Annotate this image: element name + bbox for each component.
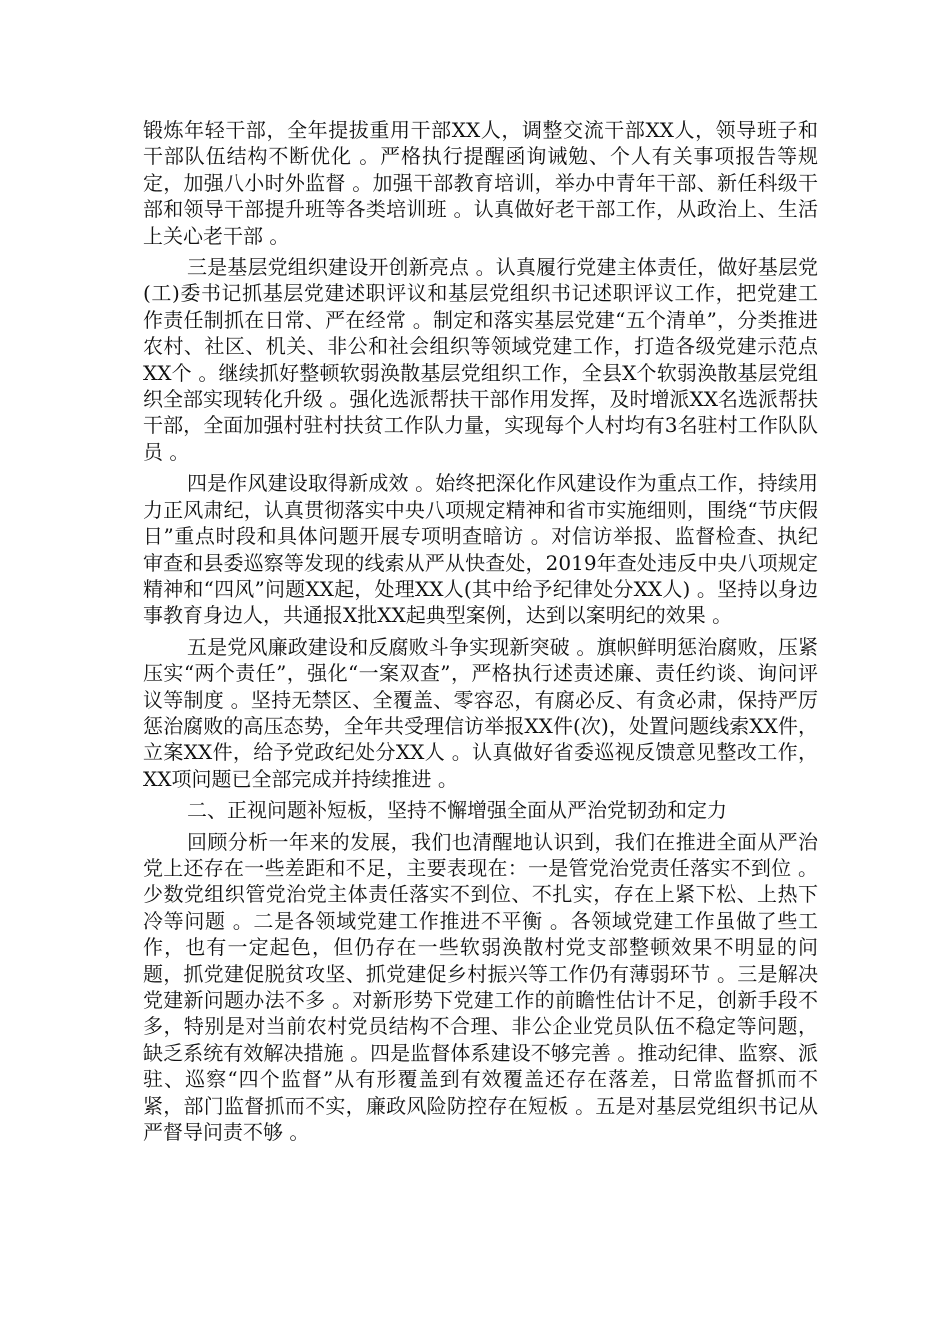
paragraph-cadre-training: 锻炼年轻干部，全年提拔重用干部XX人，调整交流干部XX人，领导班子和干部队伍结构不断优化 。严格执行提醒函询诫勉、个人有关事项报告等规定，加强八小时外监督 。加强干部教育培训，举办中青年干部、新任科级干部和领导干部提升班等各类培训班 。认真做好老干部工作，从政治上、生活上关心老干部 。	[143, 118, 818, 248]
paragraph-problems-review: 回顾分析一年来的发展，我们也清醒地认识到，我们在推进全面从严治党上还存在一些差距和不足，主要表现在：一是管党治党责任落实不到位 。少数党组织管党治党主体责任落实不到位、不扎实，存在上紧下松、上热下冷等问题 。二是各领域党建工作推进不平衡 。各领域党建工作虽做了些工作，也有一定起色，但仍存在一些软弱涣散村党支部整顿效果不明显的问题，抓党建促脱贫攻坚、抓党建促乡村振兴等工作仍有薄弱环节 。三是解决党建新问题办法不多 。对新形势下党建工作的前瞻性估计不足，创新手段不多，特别是对当前农村党员结构不合理、非公企业党员队伍不稳定等问题，缺乏系统有效解决措施 。四是监督体系建设不够完善 。推动纪律、监察、派驻、巡察“四个监督”从有形覆盖到有效覆盖还存在落差，日常监督抓而不紧，部门监督抓而不实，廉政风险防控存在短板 。五是对基层党组织书记从严督导问责不够 。	[143, 829, 818, 1145]
section-heading: 二、正视问题补短板，坚持不懈增强全面从严治党韧劲和定力	[187, 798, 727, 823]
paragraph-work-style: 四是作风建设取得新成效 。始终把深化作风建设作为重点工作，持续用力正风肃纪，认真贯彻落实中央八项规定精神和省市实施细则，围绕“节庆假日”重点时段和具体问题开展专项明查暗访 。对信访举报、监督检查、执纪审查和县委巡察等发现的线索从严从快查处，2019年查处违反中央八项规定精神和“四风”问题XX起，处理XX人(其中给予纪律处分XX人) 。坚持以身边事教育身边人，共通报X批XX起典型案例，达到以案明纪的效果 。	[143, 471, 818, 628]
paragraph-grassroots-party-building: 三是基层党组织建设开创新亮点 。认真履行党建主体责任，做好基层党(工)委书记抓基层党建述职评议和基层党组织书记述职评议工作，把党建工作责任制抓在日常、严在经常 。制定和落实基层党建“五个清单”，分类推进农村、社区、机关、非公和社会组织等领域党建工作，打造各级党建示范点XX个 。继续抓好整顿软弱涣散基层党组织工作，全县X个软弱涣散基层党组织全部实现转化升级 。强化选派帮扶干部作用发挥，及时增派XX名选派帮扶干部，全面加强村驻村扶贫工作队力量，实现每个人村均有3名驻村工作队队员 。	[143, 255, 818, 464]
document-body	[143, 117, 818, 1145]
paragraph-anti-corruption: 五是党风廉政建设和反腐败斗争实现新突破 。旗帜鲜明惩治腐败，压紧压实“两个责任”，强化“一案双查”，严格执行述责述廉、责任约谈、询问评议等制度 。坚持无禁区、全覆盖、零容忍，有腐必反、有贪必肃，保持严厉惩治腐败的高压态势，全年共受理信访举报XX件(次)，处置问题线索XX件，立案XX件，给予党政纪处分XX人 。认真做好省委巡视反馈意见整改工作，XX项问题已全部完成并持续推进 。	[143, 634, 818, 791]
